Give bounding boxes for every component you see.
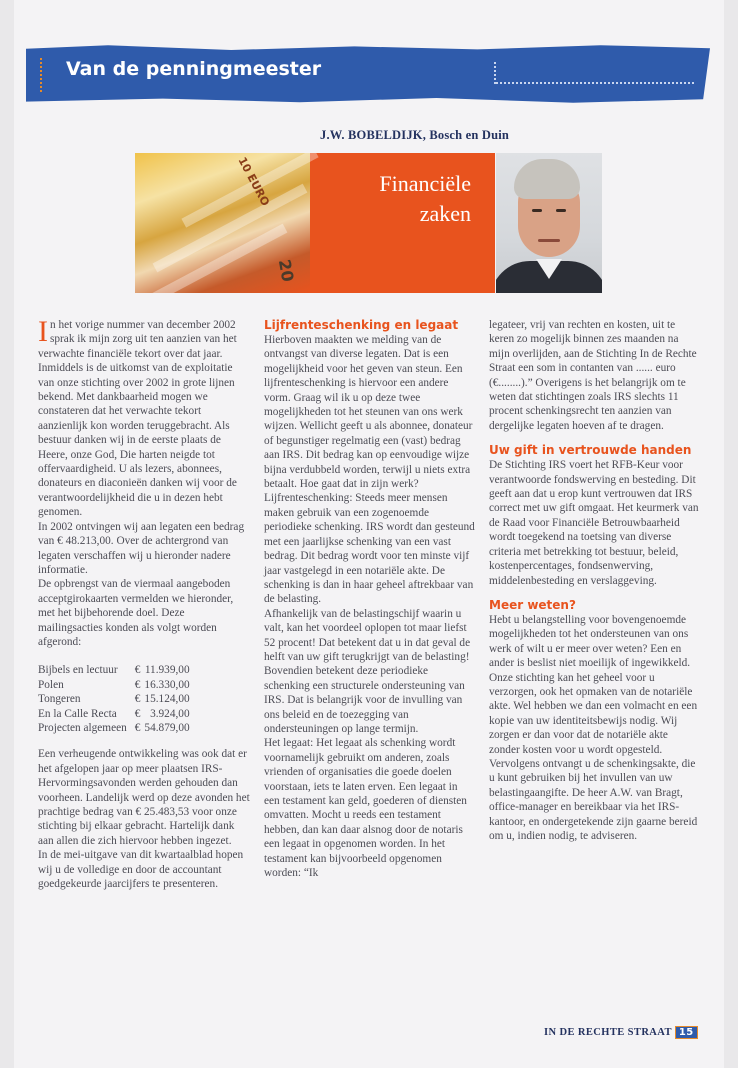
banknotes-illustration bbox=[135, 153, 310, 293]
portrait-mouth bbox=[538, 239, 560, 242]
paragraph: Een verheugende ontwikkeling was ook dat er het afgelopen jaar op meer plaatsen IRS-Hervormingsavonden werden gehouden dan voorheen. Landelijk werd op deze avonden het prachtige bedrag van € 25.483,53 voor onze stichting bij elkaar gebracht. Hartelijk dank aan allen die zich hiervoor hebben ingezet. bbox=[38, 748, 250, 847]
table-cell-currency: € bbox=[134, 721, 141, 734]
author-portrait bbox=[496, 153, 602, 293]
publication-name: IN DE RECHTE STRAAT bbox=[544, 1027, 672, 1038]
table-row bbox=[38, 707, 190, 721]
paragraph: Het legaat: Het legaat als schenking wordt voornamelijk gebruikt om anderen, zoals vrienden of organisaties die goede doelen voorstaan, iets te laten erven. Een legaat in een testament kan geld, goederen of diensten omvatten. Mocht u reeds een testament hebben, dan kan daar alsnog door de notaris een legaat in opgenomen worden. In het testament kan bijvoorbeeld opgenomen worden: “Ik bbox=[264, 737, 467, 880]
banner-accent-dots bbox=[40, 58, 44, 92]
table-cell-label: En la Calle Recta bbox=[38, 707, 117, 720]
article-column-3 bbox=[489, 318, 701, 843]
paragraph: De Stichting IRS voert het RFB-Keur voor verantwoorde fondswerving en besteding. Dit geeft aan dat u erop kunt vertrouwen dat IRS correct met uw gift omgaat. Het keurmerk van de Raad voor Financiële Betrouwbaarheid wordt toegekend na toetsing van diverse criteria met betrekking tot bestuur, beleid, kostenpercentages, fondsenwerving, middelenbesteding en verslaggeving. bbox=[489, 459, 699, 587]
table-cell-amount: 15.124,00 bbox=[144, 693, 190, 706]
portrait-eye bbox=[556, 209, 566, 212]
table-cell-label: Projecten algemeen bbox=[38, 721, 127, 734]
portrait-hair bbox=[514, 159, 580, 199]
article-column-1 bbox=[38, 315, 250, 891]
article-column-2 bbox=[264, 318, 476, 880]
paragraph: legateer, vrij van rechten en kosten, uit te keren zo mogelijk binnen zes maanden na mijn overlijden, aan de Stichting In de Rechte Straat een som in contanten van ...... euro (€........).” Overigens is het belangrijk om te weten dat stichtingen zoals IRS slechts 11 procent schenkingsrecht ten aanzien van dergelijke legaten hoeven af te dragen. bbox=[489, 319, 697, 432]
paragraph: In 2002 ontvingen wij aan legaten een bedrag van € 48.213,00. Over de achtergrond van legaten verschaffen wij u hieronder nadere informatie. bbox=[38, 520, 245, 576]
banknote-label: 10 EURO bbox=[235, 154, 272, 209]
paragraph: De opbrengst van de viermaal aangeboden acceptgirokaarten vermelden we hieronder, met het bijbehorende doel. Deze mailingsacties konden als volgt worden afgerond: bbox=[38, 578, 234, 648]
page-title: Van de penningmeester bbox=[66, 58, 322, 80]
donation-table bbox=[38, 663, 190, 735]
table-cell-amount: 54.879,00 bbox=[144, 721, 190, 734]
table-row bbox=[38, 692, 190, 706]
table-cell-label: Polen bbox=[38, 678, 64, 691]
drop-cap: I bbox=[38, 315, 48, 348]
banknotes-photo bbox=[135, 153, 495, 293]
paragraph: Afhankelijk van de belastingschijf waarin u valt, kan het voordeel oplopen tot maar liefst 52 procent! Dat betekent dat u in dat geval de helft van uw gift terugkrijgt van de belasting! Bovendien betekent deze periodieke schenking een structurele ondersteuning van IRS. Dat is belangrijk voor de invulling van ons beleid en de toezegging van ondersteuningen op lange termijn. bbox=[264, 607, 471, 735]
table-row bbox=[38, 678, 190, 692]
table-cell-label: Bijbels en lectuur bbox=[38, 664, 118, 677]
banner-dotted-line bbox=[496, 82, 694, 84]
image-caption-line: Financiële bbox=[379, 171, 471, 196]
table-cell-currency: € bbox=[134, 707, 141, 720]
intro-text: n het vorige nummer van december 2002 sprak ik mijn zorg uit ten aanzien van het verwachte financiële tekort over dat jaar. Inmiddels is de uitkomst van de exploitatie van onze stichting over 2002 in grote lijnen bekend. Met dankbaarheid mogen we constateren dat het verwachte tekort aanzienlijk kon worden teruggebracht. Als bestuur danken wij in de eerste plaats de Heere, onze God, Die harten neigde tot offervaardigheid. U als lezers, abonnees, donateurs en diaconieën danken wij voor de verantwoordelijkheid die u in dezen hebt genomen. bbox=[38, 319, 237, 519]
table-cell-amount: 3.924,00 bbox=[150, 707, 190, 720]
intro-paragraph bbox=[38, 315, 250, 520]
section-heading: Uw gift in vertrouwde handen bbox=[489, 443, 692, 458]
section-heading: Lijfrenteschenking en legaat bbox=[264, 318, 459, 332]
banner-dotted-line-vertical bbox=[494, 62, 496, 84]
table-cell-currency: € bbox=[134, 664, 141, 677]
portrait-eye bbox=[532, 209, 542, 212]
page-footer bbox=[544, 1026, 698, 1039]
table-cell-label: Tongeren bbox=[38, 693, 81, 706]
image-caption bbox=[379, 169, 471, 229]
banknote-label: 20 bbox=[274, 257, 298, 284]
table-row bbox=[38, 721, 190, 735]
paragraph: Lijfrenteschenking: Steeds meer mensen maken gebruik van een zogenoemde periodieke schenking. IRS wordt dan gesteund met een jaarlijkse schenking van een vast bedrag. Dit bedrag wordt voor ten minste vijf jaar vastgelegd in een notariële akte. De schenking is dan in haar geheel aftrekbaar van de belasting. bbox=[264, 492, 475, 606]
paragraph: Hierboven maakten we melding van de ontvangst van diverse legaten. Dat is een mogelijkheid voor het geven van steun. Een lijfrenteschenking is hiervoor een andere vorm. Graag wil ik u op deze twee mogelijkheden tot het steunen van ons werk wijzen. Wellicht geeft u als abonnee, donateur of begunstiger regelmatig een (vast) bedrag aan IRS. Dit bedrag kan op eenvoudige wijze bijna verdubbeld worden, terwijl u niets extra betaalt. Hoe gaat dat in zijn werk? bbox=[264, 334, 473, 491]
page-number: 15 bbox=[675, 1026, 698, 1039]
table-cell-currency: € bbox=[134, 693, 141, 706]
spacer bbox=[489, 433, 701, 443]
author-byline: J.W. BOBELDIJK, Bosch en Duin bbox=[320, 128, 510, 142]
section-heading: Meer weten? bbox=[489, 597, 576, 612]
table-cell-amount: 16.330,00 bbox=[144, 678, 190, 691]
spacer bbox=[489, 588, 701, 598]
paragraph: In de mei-uitgave van dit kwartaalblad hopen wij u de volledige en door de accountant goedgekeurde jaarcijfers te presenteren. bbox=[38, 849, 244, 891]
paragraph: Hebt u belangstelling voor bovengenoemde mogelijkheden tot het ondersteunen van ons werk of wilt u er meer over weten? Een en ander is beslist niet moeilijk of ingewikkeld. Onze stichting kan het geheel voor u verzorgen, ook het opmaken van de notariële akte. Wel hebben we dan een volmacht en een kopie van uw identiteitsbewijs nodig. Wij zorgen er dan voor dat de notariële akte zonder kosten voor u wordt opgesteld. Vervolgens ontvangt u de schenkingsakte, die u kunt gebruiken bij het invullen van uw belastingaangifte. De heer A.W. van Bragt, office-manager en bereikbaar via het IRS-kantoor, en ondergetekende zijn gaarne bereid om u, indien nodig, te adviseren. bbox=[489, 613, 698, 842]
table-cell-amount: 11.939,00 bbox=[144, 664, 190, 677]
table-row bbox=[38, 663, 190, 677]
table-cell-currency: € bbox=[134, 678, 141, 691]
image-caption-line: zaken bbox=[419, 201, 471, 226]
